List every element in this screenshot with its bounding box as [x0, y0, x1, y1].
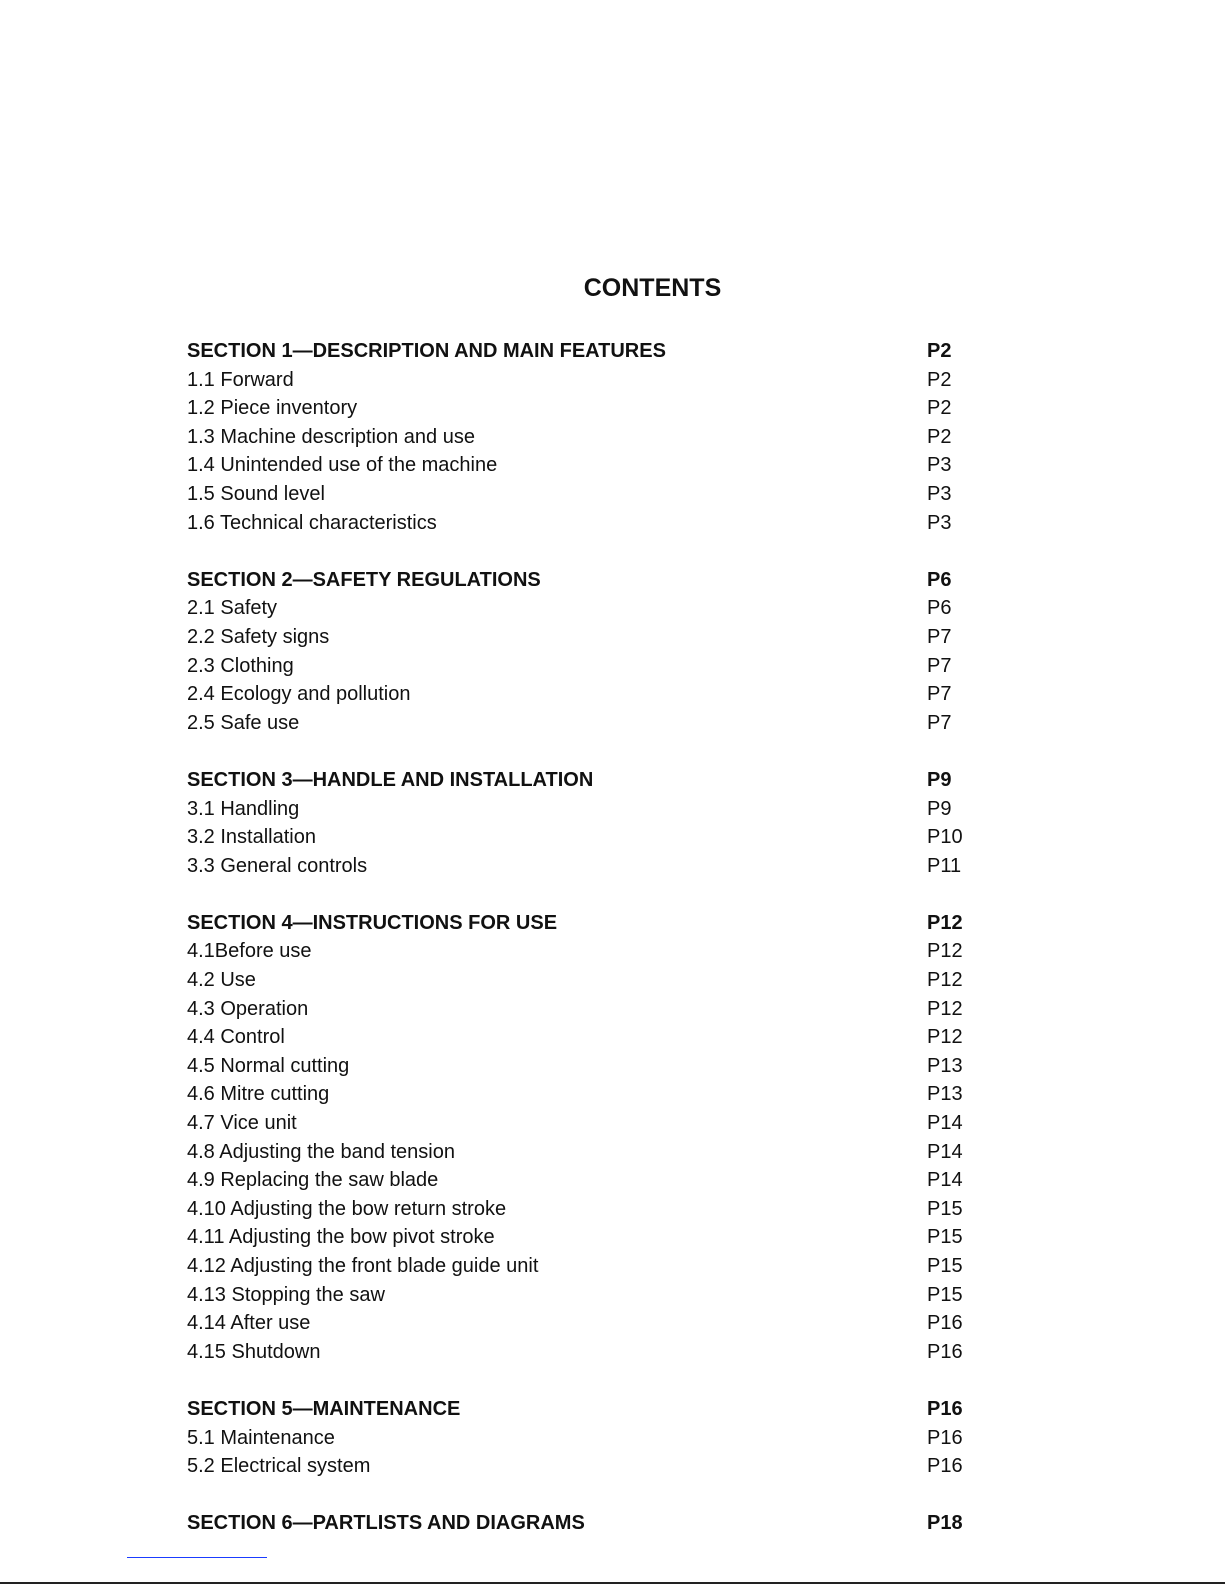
toc-entry-page: P15: [927, 1255, 963, 1277]
toc-entry-label: 4.8 Adjusting the band tension: [187, 1140, 455, 1163]
toc-section-heading-page: P12: [927, 911, 963, 934]
toc-entry-label: 1.6 Technical characteristics: [187, 511, 437, 534]
toc-section-heading-label: SECTION 2—SAFETY REGULATIONS: [187, 568, 541, 591]
toc-entry-label: 4.4 Control: [187, 1026, 285, 1049]
toc-section-heading-label: SECTION 3—HANDLE AND INSTALLATION: [187, 768, 594, 791]
toc-section-heading[interactable]: [187, 1509, 987, 1538]
toc-entry-page: P3: [927, 482, 952, 505]
toc-section-heading[interactable]: [187, 909, 987, 938]
toc-entry[interactable]: [187, 1023, 987, 1052]
toc-entry[interactable]: [187, 937, 987, 966]
toc-entry[interactable]: [187, 709, 987, 738]
toc-entry-label: 5.1 Maintenance: [187, 1426, 335, 1449]
page-bottom-rule: [0, 1582, 1225, 1584]
toc-entry-page: P7: [927, 654, 952, 677]
toc-section-heading[interactable]: [187, 566, 987, 595]
toc-section-heading-label: SECTION 6—PARTLISTS AND DIAGRAMS: [187, 1512, 585, 1535]
toc-entry[interactable]: [187, 1252, 987, 1281]
toc-entry-label: 4.13 Stopping the saw: [187, 1283, 385, 1306]
toc-entry-label: 4.1Before use: [187, 940, 312, 963]
toc-entry[interactable]: [187, 1052, 987, 1081]
toc-section-heading-page: P6: [927, 568, 952, 591]
toc-entry[interactable]: [187, 852, 987, 881]
toc-entry[interactable]: [187, 1309, 987, 1338]
toc-entry-page: P7: [927, 711, 952, 734]
section-gap: [187, 537, 987, 566]
toc-entry-page: P12: [927, 1026, 963, 1049]
toc-entry-page: P15: [927, 1197, 963, 1220]
toc-entry[interactable]: [187, 1424, 987, 1453]
toc-entry-page: P12: [927, 997, 963, 1020]
toc-entry-page: P6: [927, 597, 952, 620]
toc-entry[interactable]: [187, 823, 987, 852]
toc-entry-label: 2.5 Safe use: [187, 711, 300, 734]
toc-section-heading-page: P16: [927, 1397, 963, 1420]
toc-entry[interactable]: [187, 366, 987, 395]
toc-entry-page: P3: [927, 454, 952, 477]
toc-entry-label: 2.3 Clothing: [187, 654, 294, 677]
toc-entry-label: 4.3 Operation: [187, 997, 309, 1020]
toc-entry[interactable]: [187, 1166, 987, 1195]
section-gap: [187, 880, 987, 909]
toc-entry-page: P13: [927, 1083, 963, 1106]
toc-entry-page: P16: [927, 1340, 963, 1363]
section-gap: [187, 737, 987, 766]
section-gap: [187, 1366, 987, 1395]
toc-entry[interactable]: [187, 509, 987, 538]
toc-entry[interactable]: [187, 1281, 987, 1310]
link-underline: [127, 1557, 267, 1558]
toc-entry[interactable]: [187, 1452, 987, 1481]
toc-section-heading-label: SECTION 4—INSTRUCTIONS FOR USE: [187, 911, 558, 934]
toc-entry-label: 4.2 Use: [187, 969, 256, 992]
toc-entry-label: 2.1 Safety: [187, 597, 278, 620]
toc-entry[interactable]: [187, 1109, 987, 1138]
toc-entry-page: P12: [927, 969, 963, 992]
toc-entry-page: P12: [927, 940, 963, 963]
toc-entry[interactable]: [187, 423, 987, 452]
toc-entry[interactable]: [187, 1195, 987, 1224]
toc-entry-page: P3: [927, 511, 952, 534]
toc-section-heading[interactable]: [187, 337, 987, 366]
toc-entry[interactable]: [187, 451, 987, 480]
toc-entry-label: 4.6 Mitre cutting: [187, 1083, 330, 1106]
toc-entry-label: 5.2 Electrical system: [187, 1455, 371, 1478]
toc-section-heading-label: SECTION 5—MAINTENANCE: [187, 1397, 461, 1420]
toc-entry-label: 4.10 Adjusting the bow return stroke: [187, 1197, 507, 1220]
toc-entry[interactable]: [187, 1223, 987, 1252]
toc-section-heading-label: SECTION 1—DESCRIPTION AND MAIN FEATURES: [187, 340, 666, 362]
toc-entry-label: 3.1 Handling: [187, 797, 300, 820]
toc-section-heading[interactable]: [187, 766, 987, 795]
toc-entry-page: P16: [927, 1312, 963, 1335]
toc-entry-page: P2: [927, 368, 952, 391]
table-of-contents: [187, 337, 987, 1538]
toc-section-heading-page: P9: [927, 768, 952, 791]
toc-entry[interactable]: [187, 680, 987, 709]
toc-entry-label: 1.2 Piece inventory: [187, 397, 358, 420]
toc-entry-label: 4.5 Normal cutting: [187, 1054, 350, 1077]
toc-entry-page: P14: [927, 1112, 963, 1135]
toc-entry-page: P9: [927, 797, 952, 820]
toc-entry-page: P15: [927, 1226, 963, 1249]
toc-entry[interactable]: [187, 394, 987, 423]
toc-entry-page: P2: [927, 397, 952, 420]
toc-entry[interactable]: [187, 594, 987, 623]
toc-entry-label: 4.11 Adjusting the bow pivot stroke: [187, 1226, 495, 1249]
toc-entry-label: 4.15 Shutdown: [187, 1340, 321, 1363]
toc-entry-label: 1.1 Forward: [187, 368, 294, 391]
toc-entry-page: P10: [927, 826, 963, 849]
toc-entry-page: P14: [927, 1169, 963, 1192]
toc-section-heading-page: P2: [927, 340, 952, 362]
toc-entry-page: P13: [927, 1054, 963, 1077]
toc-entry[interactable]: [187, 995, 987, 1024]
page-title: CONTENTS: [583, 274, 722, 302]
toc-entry-label: 4.14 After use: [187, 1312, 311, 1335]
toc-entry-page: P15: [927, 1283, 963, 1306]
toc-entry[interactable]: [187, 795, 987, 824]
toc-entry-page: P7: [927, 683, 952, 706]
toc-entry-label: 3.2 Installation: [187, 826, 316, 849]
toc-entry-page: P7: [927, 625, 952, 648]
toc-entry[interactable]: [187, 966, 987, 995]
toc-entry-label: 1.3 Machine description and use: [187, 425, 475, 448]
toc-entry-page: P16: [927, 1455, 963, 1478]
toc-entry-page: P2: [927, 425, 952, 448]
toc-entry[interactable]: [187, 1080, 987, 1109]
toc-entry-label: 2.4 Ecology and pollution: [187, 683, 411, 706]
toc-entry-page: P14: [927, 1140, 963, 1163]
toc-entry-page: P16: [927, 1426, 963, 1449]
toc-entry-label: 1.4 Unintended use of the machine: [187, 454, 498, 477]
toc-entry-label: 4.12 Adjusting the front blade guide unit: [187, 1255, 539, 1277]
toc-section-heading-page: P18: [927, 1512, 963, 1535]
toc-entry-label: 3.3 General controls: [187, 854, 368, 877]
toc-entry-label: 4.9 Replacing the saw blade: [187, 1169, 439, 1192]
toc-entry-page: P11: [927, 854, 962, 877]
toc-section-heading[interactable]: [187, 1395, 987, 1424]
toc-entry[interactable]: [187, 623, 987, 652]
toc-entry-label: 4.7 Vice unit: [187, 1112, 297, 1135]
toc-entry[interactable]: [187, 652, 987, 681]
toc-entry-label: 1.5 Sound level: [187, 482, 325, 505]
toc-entry-label: 2.2 Safety signs: [187, 625, 330, 648]
section-gap: [187, 1481, 987, 1510]
toc-entry[interactable]: [187, 1338, 987, 1367]
toc-entry[interactable]: [187, 1138, 987, 1167]
toc-entry[interactable]: [187, 480, 987, 509]
